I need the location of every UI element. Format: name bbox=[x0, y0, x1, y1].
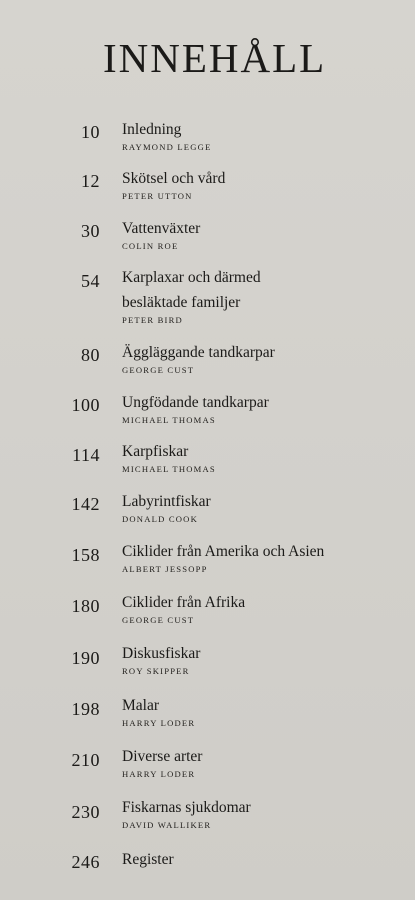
chapter-title: Ciklider från Amerika och Asien bbox=[122, 543, 325, 560]
page-number: 198 bbox=[71, 699, 100, 719]
page-number: 210 bbox=[71, 750, 100, 770]
chapter-title: Vattenväxter bbox=[122, 220, 201, 237]
chapter-title: Register bbox=[122, 851, 174, 868]
chapter-title: Diskusfiskar bbox=[122, 645, 201, 662]
chapter-title: Malar bbox=[122, 697, 160, 714]
chapter-author: MICHAEL THOMAS bbox=[122, 415, 216, 425]
chapter-author: GEORGE CUST bbox=[122, 365, 195, 375]
page-title: INNEHÅLL bbox=[103, 35, 327, 81]
chapter-title: Fiskarnas sjukdomar bbox=[122, 799, 251, 816]
chapter-title: Ungfödande tandkarpar bbox=[122, 394, 269, 411]
chapter-author: PETER UTTON bbox=[122, 191, 193, 201]
chapter-author: PETER BIRD bbox=[122, 315, 183, 325]
page-number: 230 bbox=[71, 802, 100, 822]
chapter-title: Karpfiskar bbox=[122, 443, 189, 460]
page-number: 180 bbox=[71, 596, 100, 616]
chapter-author: MICHAEL THOMAS bbox=[122, 464, 216, 474]
page-number: 190 bbox=[71, 648, 100, 668]
chapter-author: HARRY LODER bbox=[122, 718, 196, 728]
page-number: 158 bbox=[71, 545, 100, 565]
page-number: 246 bbox=[71, 852, 100, 872]
chapter-author: RAYMOND LEGGE bbox=[122, 142, 212, 152]
page-number: 12 bbox=[81, 171, 100, 191]
chapter-title: Labyrintfiskar bbox=[122, 493, 211, 510]
chapter-title: Ciklider från Afrika bbox=[122, 594, 246, 611]
chapter-title: Diverse arter bbox=[122, 748, 203, 765]
chapter-author: HARRY LODER bbox=[122, 769, 196, 779]
chapter-title: Äggläggande tandkarpar bbox=[122, 344, 275, 361]
page-number: 142 bbox=[71, 494, 100, 514]
page-number: 114 bbox=[72, 445, 100, 465]
page-number: 80 bbox=[81, 345, 100, 365]
chapter-title: Skötsel och vård bbox=[122, 170, 226, 187]
chapter-author: COLIN ROE bbox=[122, 241, 179, 251]
page-number: 30 bbox=[81, 221, 100, 241]
chapter-author: GEORGE CUST bbox=[122, 615, 195, 625]
chapter-author: DONALD COOK bbox=[122, 514, 198, 524]
chapter-author: DAVID WALLIKER bbox=[122, 820, 212, 830]
page-number: 54 bbox=[81, 271, 100, 291]
chapter-title: Karplaxar och därmed bbox=[122, 269, 261, 286]
chapter-author: ALBERT JESSOPP bbox=[122, 564, 208, 574]
chapter-author: ROY SKIPPER bbox=[122, 666, 190, 676]
chapter-title-continued: besläktade familjer bbox=[122, 294, 241, 311]
page-number: 10 bbox=[81, 122, 100, 142]
chapter-title: Inledning bbox=[122, 121, 182, 138]
page-number: 100 bbox=[71, 395, 100, 415]
